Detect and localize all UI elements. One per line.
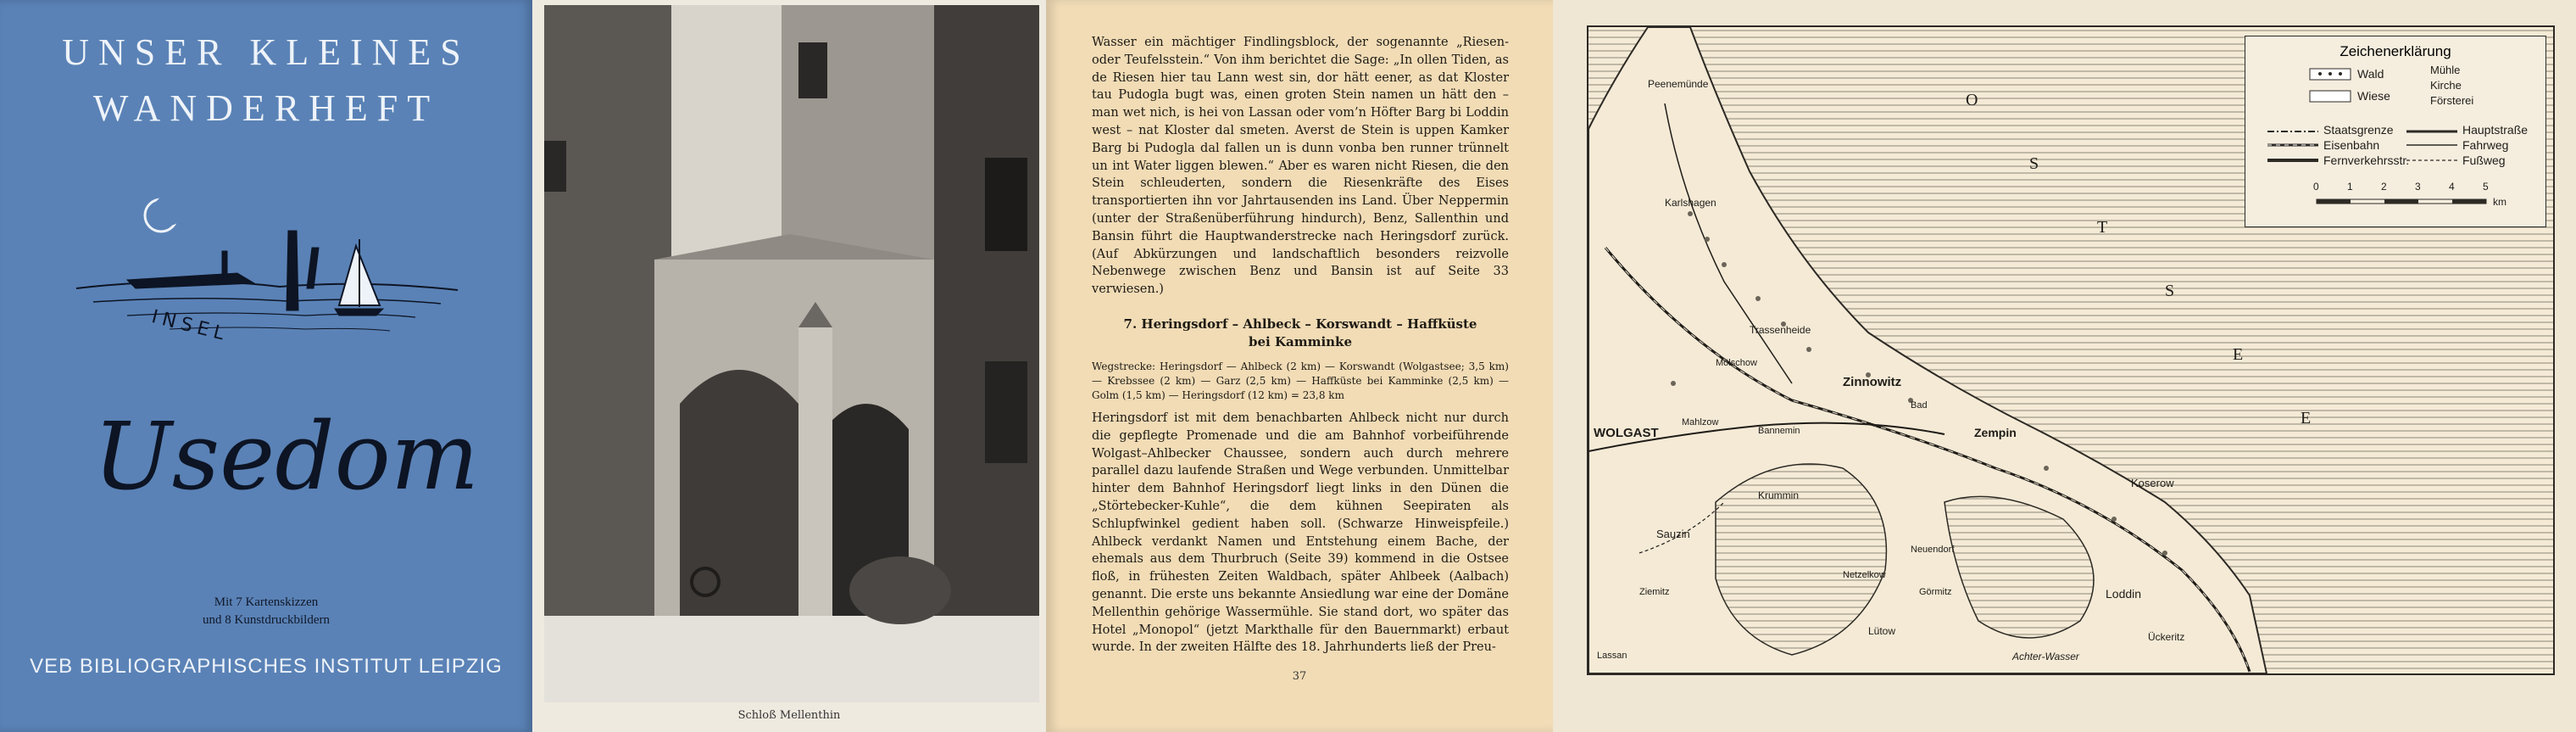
cover-usedom-title: Usedom xyxy=(93,402,480,511)
text-page xyxy=(1046,0,1553,732)
label-goermitz: Görmitz xyxy=(1919,587,1952,597)
label-karlshagen: Karlshagen xyxy=(1665,197,1716,209)
cover-subtitle xyxy=(0,594,532,629)
sea-letter-s2: S xyxy=(2165,282,2177,300)
castle-photo xyxy=(544,5,1039,702)
sea-letter-e1: E xyxy=(2233,345,2245,364)
label-peenemuende: Peenemünde xyxy=(1648,78,1709,90)
intro-paragraph: Wasser ein mächtiger Findlingsblock, der sogenannte „Riesen- oder Teufelsstein.“ Von ihm berichtet die Sage: „In ollen Tiden, as de Riesen hier tau Lann west sin, dor hätt eener, as dat Kloster tau Pudogla bugt was, einen groten Stein namen un hätt den – man wet nich, is hei von Lassan oder vom’n Höfter Barg bi Loddin west – nat Kloster dal smeten. Averst de Stein is uppen Kamker Barg bi Pudogla dal fallen un is dunn vonba ben runner trünnelt un int Water liggen blewen.“ Aber es waren nicht Riesen, die den Stein schleuderten, sondern die Riesenkräfte des Eises transportierten ihn vor Jahrtausenden ins Land. Über Neppermin (unter der Straßenüberführung hindurch), Benz, Sallenthin und Bansin führt die Hauptwanderstrecke nach Heringsdorf zurück. (Auf Abkürzungen und landschaftlich besonders reizvolle Nebenwege zwischen Benz und Bansin ist auf Seite 33 verwiesen.) xyxy=(1092,36,1509,297)
legend-wiese: Wiese xyxy=(2357,89,2390,103)
section-heading xyxy=(1092,316,1509,351)
label-lutow: Lütow xyxy=(1868,625,1896,637)
legend-fahrweg: Fahrweg xyxy=(2462,138,2509,152)
label-koserow: Koserow xyxy=(2131,477,2174,489)
cover-subtitle-line1: Mit 7 Kartenskizzen xyxy=(214,595,319,609)
section-heading-line2: bei Kamminke xyxy=(1249,333,1352,349)
scale-1: 1 xyxy=(2347,181,2353,193)
cover-subtitle-line2: und 8 Kunstdruckbildern xyxy=(203,613,330,627)
scale-0: 0 xyxy=(2313,181,2319,193)
label-bannemin: Bannemin xyxy=(1758,426,1800,436)
map-page xyxy=(1553,0,2576,732)
cover-title-line1: UNSER KLEINES xyxy=(62,31,470,73)
text-column xyxy=(1092,34,1509,657)
book-cover xyxy=(0,0,532,732)
cover-insel: INSEL xyxy=(149,306,231,346)
label-zinnowitz: Zinnowitz xyxy=(1843,375,1902,389)
page-number: 37 xyxy=(1292,670,1307,683)
photo-caption: Schloß Mellenthin xyxy=(737,709,841,722)
scale-4: 4 xyxy=(2449,181,2455,193)
cover-title-line2: WANDERHEFT xyxy=(92,87,440,129)
label-zempin: Zempin xyxy=(1974,426,2017,439)
label-zinnowitz-bad: Bad xyxy=(1911,400,1928,411)
label-trassenheide: Trassenheide xyxy=(1750,324,1811,336)
map-legend xyxy=(2245,36,2546,227)
legend-eisenbahn: Eisenbahn xyxy=(2323,138,2380,152)
island-map xyxy=(1587,25,2555,675)
body-paragraph: Heringsdorf ist mit dem benachbarten Ahlbeck nicht nur durch die gepflegte Promenade und die am Bahnhof vorbeiführende Wolgast–Ahlbecker Chaussee, sondern auch durch mehrere parallel dazu laufende Straßen und Wege verbunden. Unmittelbar hinter dem Bahnhof Heringsdorf liegt links in den Dünen die „Störtebecker-Kuhle“, die dem kühnen Seepiraten als Schlupfwinkel gedient haben soll. (Schwarze Hinweispfeile.) Ahlbeck verdankt Namen und Entstehung einem Bache, der ehemals aus dem Thurbruch (Seite 39) kommend in die Ostsee floß, in frühesten Zeiten Waldbach, später Ahlbeek (Aalbach) genannt. Die erste uns bekannte Ansiedlung war eine der Domäne Mellenthin gehörige Wassermühle. Sie stand dort, wo später das Hotel „Monopol“ (jetzt Markthalle für den Bauernmarkt) erbaut wurde. In der zweiten Hälfte des 18. Jahrhunderts ließ der Preu- xyxy=(1092,411,1509,655)
label-sauzin: Sauzin xyxy=(1656,528,1690,540)
castle-illustration xyxy=(544,5,1039,702)
label-krummin: Krummin xyxy=(1758,489,1800,501)
label-lassan: Lassan xyxy=(1597,651,1627,661)
label-wolgast: WOLGAST xyxy=(1594,426,1659,440)
sea-letter-o: O xyxy=(1966,91,1980,109)
legend-foersterei: Försterei xyxy=(2430,94,2474,107)
label-neuendorf: Neuendorf xyxy=(1911,545,1955,555)
label-loddin: Loddin xyxy=(2106,587,2142,601)
legend-muehle: Mühle xyxy=(2430,64,2461,76)
scale-5: 5 xyxy=(2483,181,2489,193)
label-mahlzow: Mahlzow xyxy=(1682,417,1719,427)
legend-hauptstrasse: Hauptstraße xyxy=(2462,123,2529,137)
cover-publisher: VEB BIBLIOGRAPHISCHES INSTITUT LEIPZIG xyxy=(30,655,503,678)
label-uckeritz: Ückeritz xyxy=(2148,631,2185,643)
sea-letter-t: T xyxy=(2097,218,2110,237)
legend-kirche: Kirche xyxy=(2430,79,2462,92)
wiese-symbol xyxy=(2310,91,2351,102)
photo-page xyxy=(532,0,1046,732)
label-moelschow: Mölschow xyxy=(1716,358,1757,368)
scale-2: 2 xyxy=(2381,181,2387,193)
legend-title: Zeichenerklärung xyxy=(2340,43,2451,59)
route-description: Wegstrecke: Heringsdorf — Ahlbeck (2 km) — Korswandt (Wolgastsee; 3,5 km) — Krebssee (2 km) — Garz (2,5 km) — Haffküste bei Kamminke (2,5 km) — Golm (1,5 km) — Heringsdorf (12 km) = 23,8 km xyxy=(1092,360,1509,401)
label-netzelkow: Netzelkow xyxy=(1843,570,1886,580)
scale-unit: km xyxy=(2493,196,2506,208)
label-ziemitz: Ziemitz xyxy=(1639,587,1670,597)
boats-icon xyxy=(76,231,458,331)
sea-letter-s1: S xyxy=(2029,154,2041,173)
section-heading-line1: 7. Heringsdorf – Ahlbeck – Korswandt – Haffküste xyxy=(1123,316,1477,332)
moon-mask xyxy=(153,195,184,226)
sea-letter-e2: E xyxy=(2301,409,2313,427)
legend-fussweg: Fußweg xyxy=(2462,154,2506,167)
scale-3: 3 xyxy=(2415,181,2421,193)
legend-wald: Wald xyxy=(2357,67,2384,81)
legend-staatsgrenze: Staatsgrenze xyxy=(2323,123,2394,137)
label-achterwasser: Achter-Wasser xyxy=(2012,651,2079,662)
legend-fernverkehr: Fernverkehrsstr. xyxy=(2323,154,2410,167)
